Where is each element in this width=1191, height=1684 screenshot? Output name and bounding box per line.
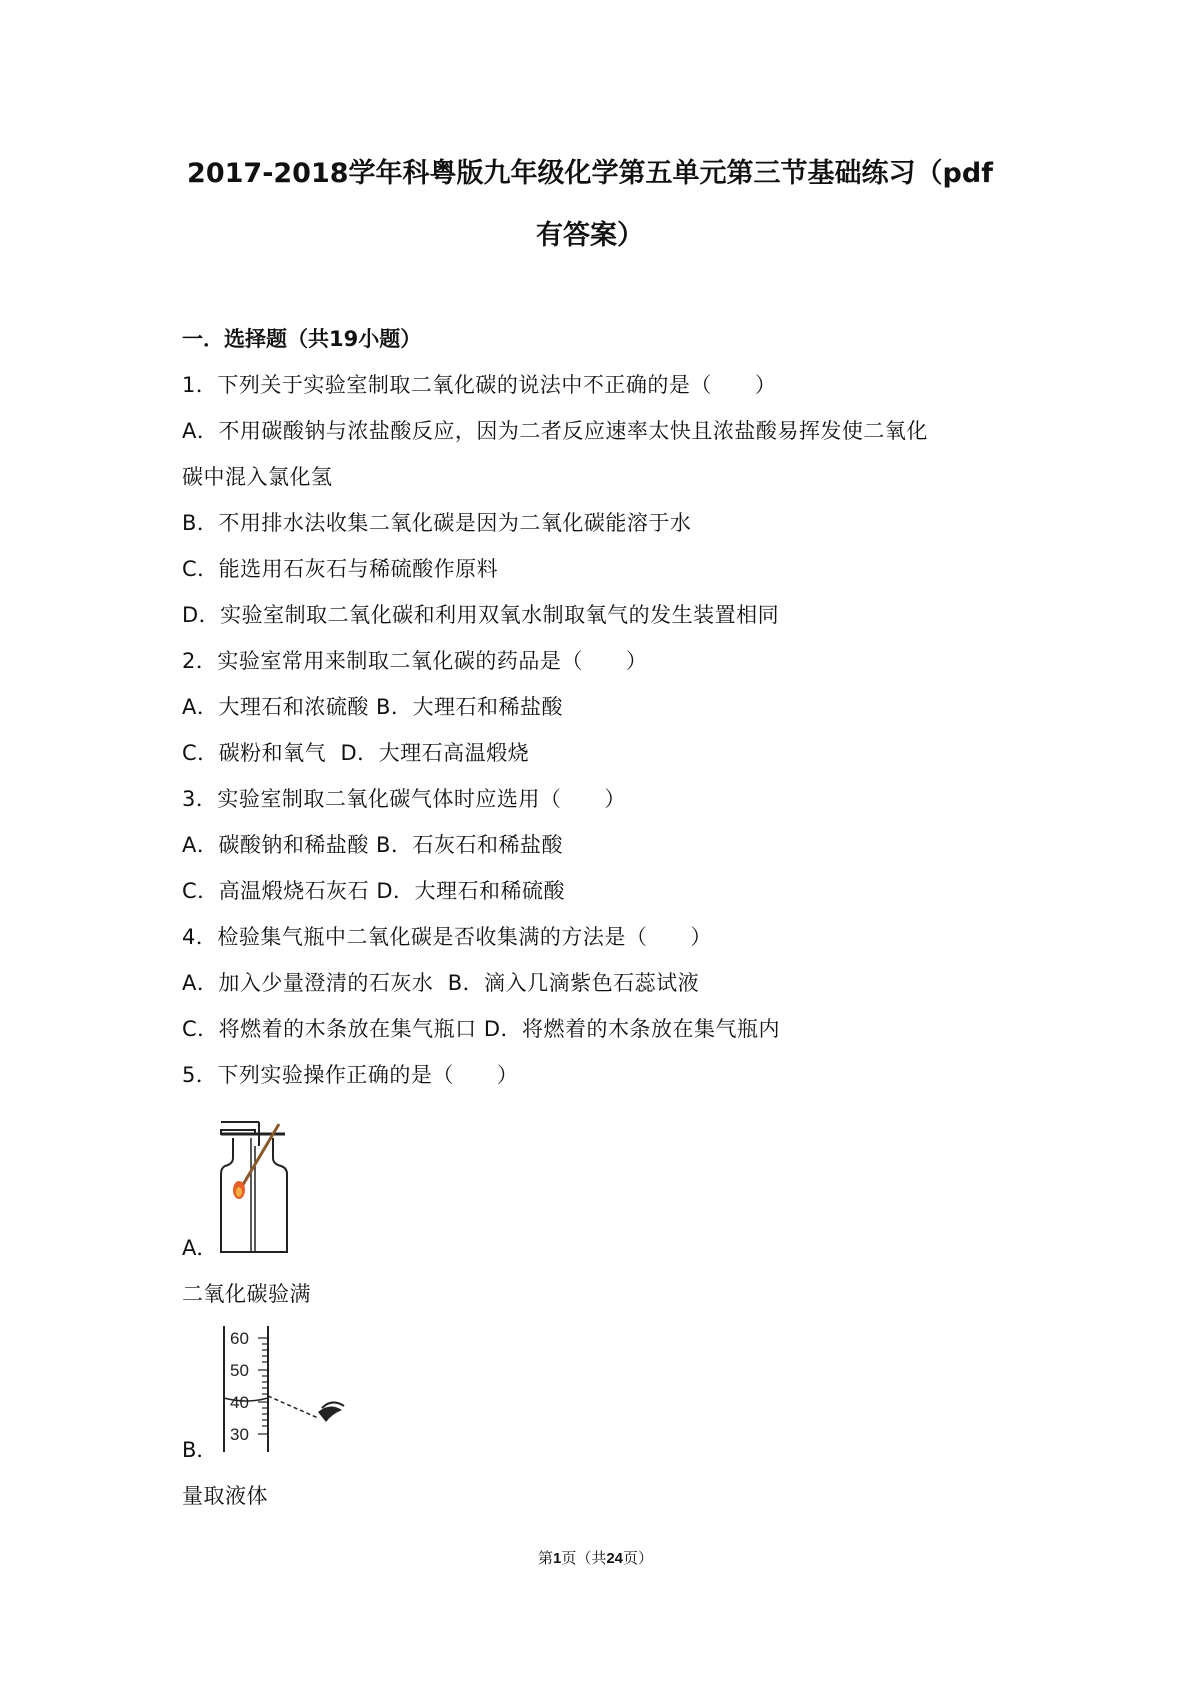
option-a-caption: 二氧化碳验满 [182,1282,311,1306]
question-line: A．不用碳酸钠与浓盐酸反应，因为二者反应速率太快且浓盐酸易挥发使二氧化 [182,419,928,443]
option-b-caption: 量取液体 [182,1484,268,1508]
question-line: A．加入少量澄清的石灰水 B．滴入几滴紫色石蕊试液 [182,971,700,995]
question-line: B．不用排水法收集二氧化碳是因为二氧化碳能溶于水 [182,511,692,535]
tick-50: 50 [230,1361,249,1380]
tick-30: 30 [230,1425,249,1444]
question-line: 4．检验集气瓶中二氧化碳是否收集满的方法是（ ） [182,925,712,949]
question-line: A．碳酸钠和稀盐酸 B．石灰石和稀盐酸 [182,833,563,857]
question-line: 3．实验室制取二氧化碳气体时应选用（ ） [182,787,626,811]
question-line: D．实验室制取二氧化碳和利用双氧水制取氧气的发生装置相同 [182,603,780,627]
footer-prefix: 第 [537,1549,553,1567]
option-b-label: B． [182,1438,218,1462]
question-line: A．大理石和浓硫酸 B．大理石和稀盐酸 [182,695,563,719]
question-line: C．能选用石灰石与稀硫酸作原料 [182,557,499,581]
question-line: 1．下列关于实验室制取二氧化碳的说法中不正确的是（ ） [182,373,777,397]
footer-total-pages: 24 [606,1550,624,1567]
footer-suffix: 页） [623,1549,654,1567]
gas-bottle-figure [215,1118,295,1258]
footer-page-number: 1 [552,1550,562,1567]
tick-40: 40 [230,1393,249,1412]
question-line: 碳中混入氯化氢 [182,465,333,489]
section-heading: 一．选择题（共19小题） [182,327,422,351]
question-line: 2．实验室常用来制取二氧化碳的药品是（ ） [182,649,648,673]
graduated-cylinder-figure [218,1324,348,1454]
title-line-2: 有答案） [536,220,644,251]
title-line-1: 2017-2018学年科粤版九年级化学第五单元第三节基础练习（pdf [187,158,993,189]
tick-60: 60 [230,1329,249,1348]
option-a-label: A． [182,1236,218,1260]
question-line: 5．下列实验操作正确的是（ ） [182,1063,519,1087]
question-line: C．高温煅烧石灰石 D．大理石和稀硫酸 [182,879,566,903]
page-footer [0,1547,1191,1568]
footer-mid: 页（共 [561,1549,607,1567]
question-line: C．碳粉和氧气 D．大理石高温煅烧 [182,741,530,765]
document-title [150,143,1030,267]
question-line: C．将燃着的木条放在集气瓶口 D．将燃着的木条放在集气瓶内 [182,1017,781,1041]
